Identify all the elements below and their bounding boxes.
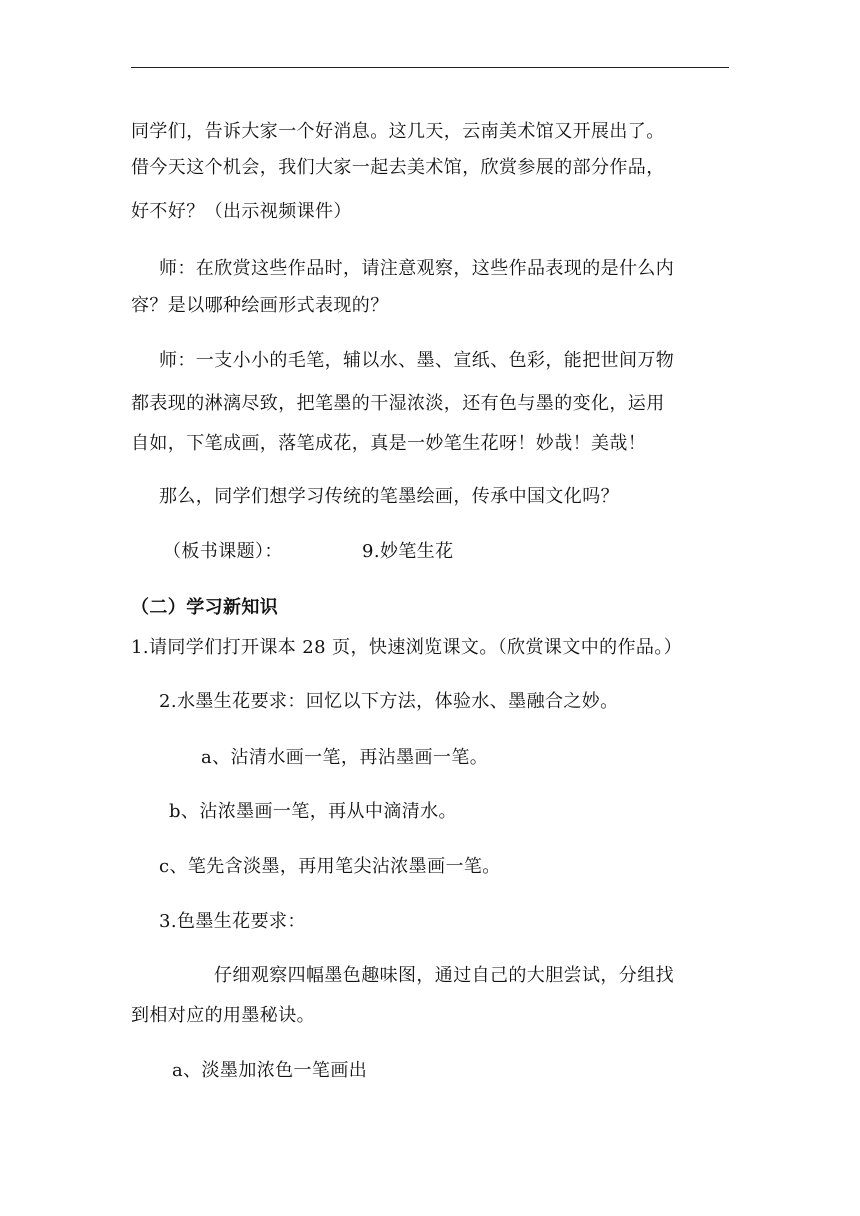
intro-line-2: 借今天这个机会，我们大家一起去美术馆，欣赏参展的部分作品，: [131, 157, 665, 178]
item-2b: b、沾浓墨画一笔，再从中滴清水。: [169, 801, 457, 822]
item-3-desc-line-1: 仔细观察四幅墨色趣味图，通过自己的大胆尝试，分组找: [214, 965, 674, 986]
section-heading: （二）学习新知识: [131, 597, 279, 618]
board-label: （板书课题）：: [163, 541, 283, 562]
header-rule: [131, 67, 729, 68]
question-line: 那么，同学们想学习传统的笔墨绘画，传承中国文化吗？: [159, 486, 619, 507]
teacher2-line-3: 自如，下笔成画，落笔成花，真是一妙笔生花呀！妙哉！美哉！: [131, 433, 647, 454]
teacher2-line-1: 师：一支小小的毛笔，辅以水、墨、宣纸、色彩，能把世间万物: [159, 350, 675, 371]
item-3-desc-line-2: 到相对应的用墨秘诀。: [131, 1005, 315, 1026]
intro-line-1: 同学们，告诉大家一个好消息。这几天，云南美术馆又开展出了。: [131, 121, 665, 142]
board-title: 9.妙笔生花: [362, 541, 454, 562]
item-2a: a、沾清水画一笔，再沾墨画一笔。: [201, 747, 489, 768]
item-1: 1.请同学们打开课本 28 页，快速浏览课文。（欣赏课文中的作品。）: [131, 637, 683, 658]
teacher1-line-2: 容？是以哪种绘画形式表现的？: [131, 295, 389, 316]
item-2: 2.水墨生花要求：回忆以下方法，体验水、墨融合之妙。: [159, 691, 619, 712]
teacher1-line-1: 师：在欣赏这些作品时，请注意观察，这些作品表现的是什么内: [159, 258, 675, 279]
item-3: 3.色墨生花要求：: [159, 911, 306, 932]
teacher2-line-2: 都表现的淋漓尽致，把笔墨的干湿浓淡，还有色与墨的变化，运用: [131, 393, 665, 414]
item-2c: c、笔先含淡墨，再用笔尖沾浓墨画一笔。: [159, 856, 501, 877]
item-3a: a、淡墨加浓色一笔画出: [172, 1060, 368, 1081]
intro-line-3: 好不好？（出示视频课件）: [131, 201, 352, 222]
